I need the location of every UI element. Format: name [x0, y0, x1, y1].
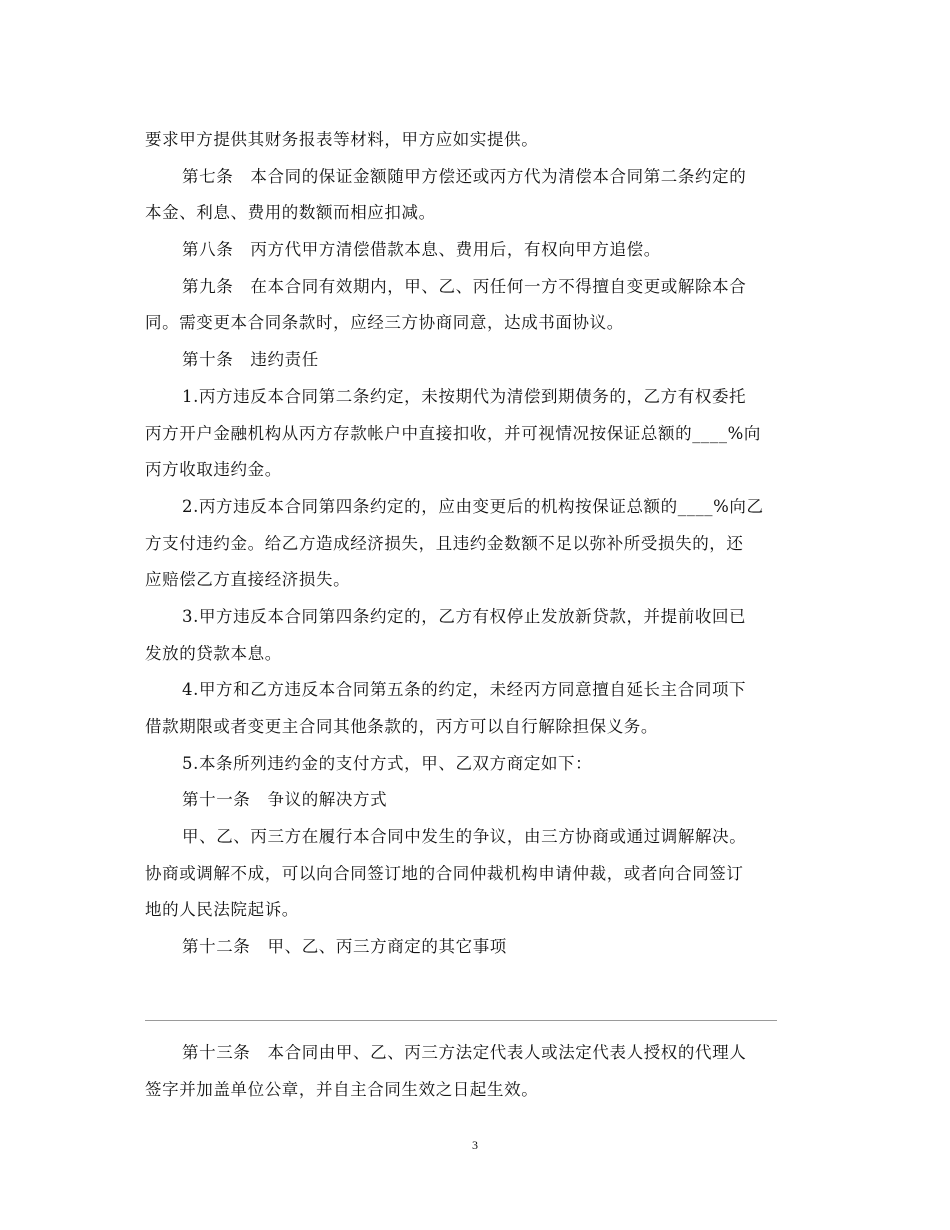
article-12-heading: 第十二条 甲、乙、丙三方商定的其它事项 — [182, 937, 507, 957]
paragraph-line: 协商或调解不成，可以向合同签订地的合同仲裁机构申请仲裁，或者向合同签订 — [145, 863, 744, 883]
paragraph-line: 签字并加盖单位公章，并自主合同生效之日起生效。 — [145, 1079, 539, 1099]
paragraph-line: 发放的贷款本息。 — [145, 643, 282, 663]
paragraph-line: 应赔偿乙方直接经济损失。 — [145, 570, 351, 590]
article-7-line: 第七条 本合同的保证金额随甲方偿还或丙方代为清偿本合同第二条约定的 — [182, 166, 747, 186]
paragraph-line: 方支付违约金。给乙方造成经济损失，且违约金数额不足以弥补所受损失的，还 — [145, 533, 744, 553]
article-10-heading: 第十条 违约责任 — [182, 350, 319, 370]
clause-3-line: 3.甲方违反本合同第四条约定的，乙方有权停止发放新贷款，并提前收回已 — [182, 606, 747, 626]
page-number: 3 — [472, 1138, 478, 1152]
paragraph-line: 借款期限或者变更主合同其他条款的，丙方可以自行解除担保义务。 — [145, 717, 658, 736]
article-8-line: 第八条 丙方代甲方清偿借款本息、费用后，有权向甲方追偿。 — [182, 240, 661, 260]
clause-1-line: 1.丙方违反本合同第二条约定，未按期代为清偿到期债务的，乙方有权委托 — [182, 386, 747, 406]
paragraph-line: 同。需变更本合同条款时，应经三方协商同意，达成书面协议。 — [145, 313, 624, 333]
clause-4-line: 4.甲方和乙方违反本合同第五条的约定，未经丙方同意擅自延长主合同项下 — [182, 680, 747, 700]
paragraph-line: 丙方收取违约金。 — [145, 460, 282, 480]
paragraph-line: 要求甲方提供其财务报表等材料，甲方应如实提供。 — [145, 130, 539, 149]
clause-5-line: 5.本条所列违约金的支付方式，甲、乙双方商定如下： — [182, 753, 593, 773]
dispute-paragraph-line: 甲、乙、丙三方在履行本合同中发生的争议，由三方协商或通过调解解决。 — [182, 827, 747, 847]
article-13-line: 第十三条 本合同由甲、乙、丙三方法定代表人或法定代表人授权的代理人 — [182, 1043, 747, 1062]
article-9-line: 第九条 在本合同有效期内，甲、乙、丙任何一方不得擅自变更或解除本合 — [182, 276, 747, 296]
paragraph-line: 丙方开户金融机构从丙方存款帐户中直接扣收，并可视情况按保证总额的____%向 — [145, 423, 761, 443]
section-divider — [145, 1020, 777, 1021]
article-11-heading: 第十一条 争议的解决方式 — [182, 790, 388, 810]
paragraph-line: 地的人民法院起诉。 — [145, 900, 299, 920]
clause-2-line: 2.丙方违反本合同第四条约定的，应由变更后的机构按保证总额的____%向乙 — [182, 496, 764, 516]
contract-body — [145, 122, 815, 966]
paragraph-line: 本金、利息、费用的数额而相应扣减。 — [145, 203, 436, 223]
contract-tail — [145, 1035, 815, 1108]
